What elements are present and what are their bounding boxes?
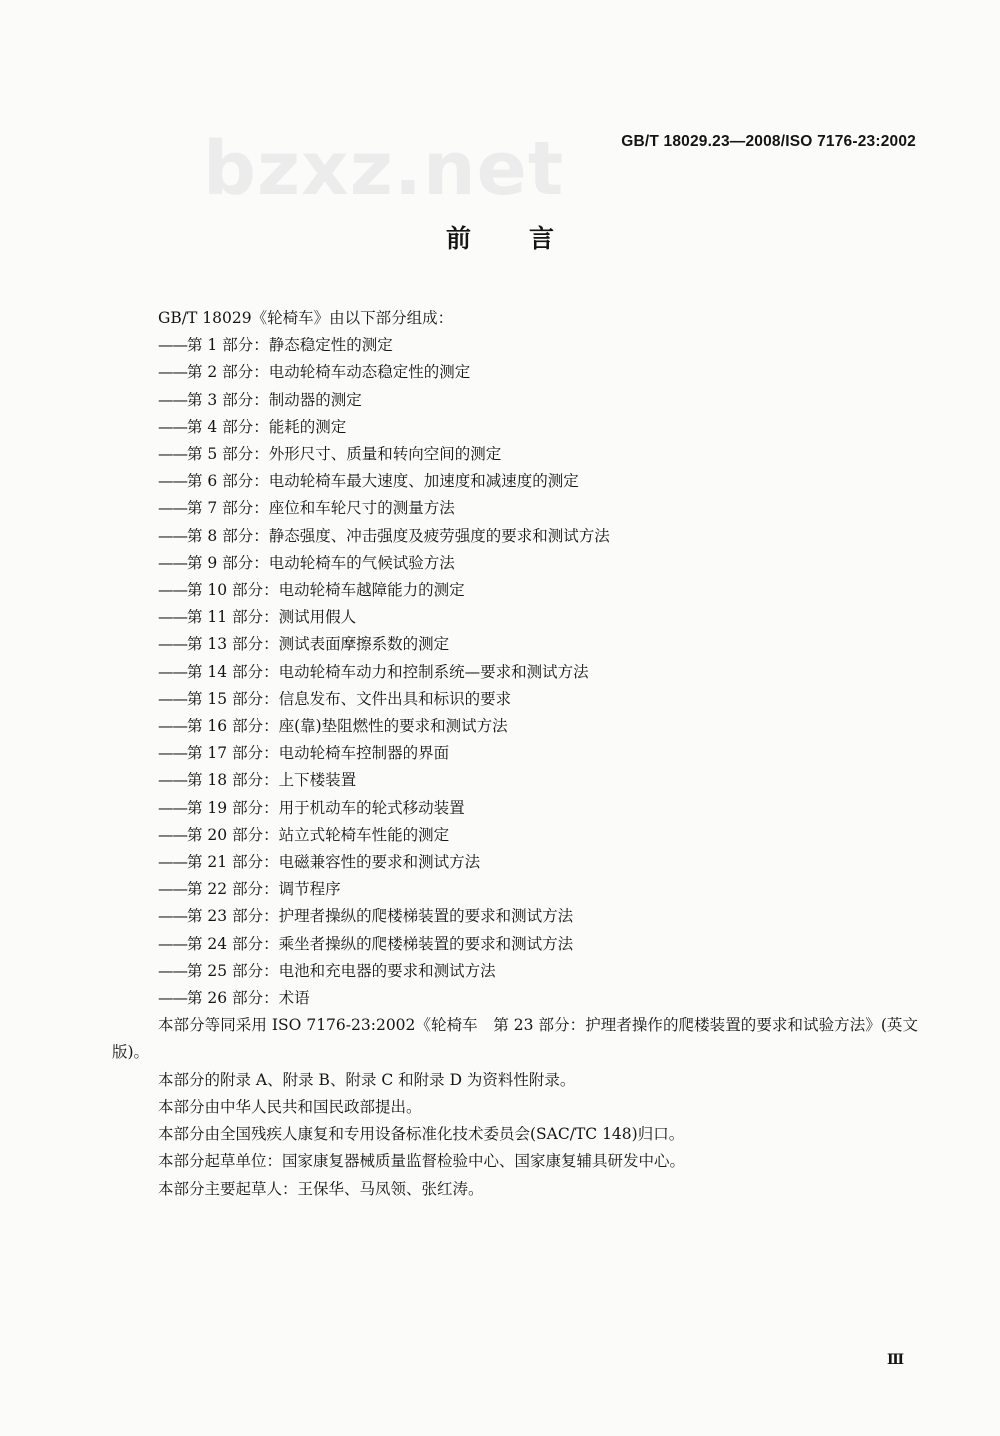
part-dash: —— bbox=[158, 934, 187, 953]
page-title: 前言 bbox=[445, 224, 612, 253]
part-dash: —— bbox=[158, 390, 187, 409]
part-label: 第 11 部分：测试用假人 bbox=[187, 608, 357, 627]
part-label: 第 26 部分：术语 bbox=[187, 989, 310, 1008]
watermark: bzxz.net bbox=[203, 126, 565, 212]
part-item bbox=[112, 468, 918, 495]
part-dash: —— bbox=[158, 336, 187, 355]
part-dash: —— bbox=[158, 363, 187, 382]
part-label: 第 10 部分：电动轮椅车越障能力的测定 bbox=[187, 581, 465, 600]
paragraph: 本部分起草单位：国家康复器械质量监督检验中心、国家康复辅具研发中心。 bbox=[158, 1152, 686, 1171]
paragraph: 本部分由全国残疾人康复和专用设备标准化技术委员会(SAC/TC 148)归口。 bbox=[158, 1125, 685, 1144]
part-item bbox=[112, 414, 918, 441]
part-label: 第 9 部分：电动轮椅车的气候试验方法 bbox=[187, 553, 455, 572]
part-dash: —— bbox=[158, 689, 187, 708]
part-dash: —— bbox=[158, 526, 187, 545]
part-label: 第 4 部分：能耗的测定 bbox=[187, 417, 347, 436]
part-dash: —— bbox=[158, 635, 187, 654]
part-label: 第 6 部分：电动轮椅车最大速度、加速度和减速度的测定 bbox=[187, 472, 579, 491]
part-item bbox=[112, 387, 918, 414]
part-label: 第 3 部分：制动器的测定 bbox=[187, 390, 362, 409]
part-item bbox=[112, 686, 918, 713]
part-dash: —— bbox=[158, 581, 187, 600]
part-dash: —— bbox=[158, 417, 187, 436]
part-label: 第 13 部分：测试表面摩擦系数的测定 bbox=[187, 635, 450, 654]
part-item bbox=[112, 740, 918, 767]
part-dash: —— bbox=[158, 880, 187, 899]
part-label: 第 23 部分：护理者操纵的爬楼梯装置的要求和测试方法 bbox=[187, 907, 574, 926]
part-label: 第 24 部分：乘坐者操纵的爬楼梯装置的要求和测试方法 bbox=[187, 934, 574, 953]
part-label: 第 18 部分：上下楼装置 bbox=[187, 771, 357, 790]
part-label: 第 21 部分：电磁兼容性的要求和测试方法 bbox=[187, 853, 481, 872]
part-item bbox=[112, 495, 918, 522]
part-dash: —— bbox=[158, 853, 187, 872]
paragraph: 本部分等同采用 ISO 7176-23:2002《轮椅车 第 23 部分：护理者操作的爬楼装置的要求和试验方法》(英文版)。 bbox=[112, 1016, 918, 1062]
part-dash: —— bbox=[158, 798, 187, 817]
paragraph: 本部分主要起草人：王保华、马凤领、张红涛。 bbox=[158, 1179, 484, 1198]
part-item bbox=[112, 631, 918, 658]
part-item bbox=[112, 849, 918, 876]
intro-text: GB/T 18029《轮椅车》由以下部分组成： bbox=[158, 309, 454, 327]
part-item bbox=[112, 550, 918, 577]
part-item bbox=[112, 604, 918, 631]
part-dash: —— bbox=[158, 472, 187, 491]
part-item bbox=[112, 577, 918, 604]
part-item bbox=[112, 659, 918, 686]
part-label: 第 15 部分：信息发布、文件出具和标识的要求 bbox=[187, 689, 512, 708]
part-item bbox=[112, 713, 918, 740]
part-item bbox=[112, 903, 918, 930]
part-label: 第 20 部分：站立式轮椅车性能的测定 bbox=[187, 825, 450, 844]
part-dash: —— bbox=[158, 662, 187, 681]
part-label: 第 19 部分：用于机动车的轮式移动装置 bbox=[187, 798, 465, 817]
part-label: 第 1 部分：静态稳定性的测定 bbox=[187, 336, 393, 355]
part-dash: —— bbox=[158, 907, 187, 926]
part-label: 第 16 部分：座(靠)垫阻燃性的要求和测试方法 bbox=[187, 717, 508, 736]
part-dash: —— bbox=[158, 961, 187, 980]
part-dash: —— bbox=[158, 771, 187, 790]
paragraph: 本部分的附录 A、附录 B、附录 C 和附录 D 为资料性附录。 bbox=[158, 1070, 576, 1089]
part-dash: —— bbox=[158, 825, 187, 844]
part-label: 第 7 部分：座位和车轮尺寸的测量方法 bbox=[187, 499, 455, 518]
parts-list bbox=[112, 332, 918, 1012]
part-item bbox=[112, 876, 918, 903]
paragraphs bbox=[112, 1012, 918, 1202]
part-dash: —— bbox=[158, 989, 187, 1008]
part-label: 第 8 部分：静态强度、冲击强度及疲劳强度的要求和测试方法 bbox=[187, 526, 610, 545]
part-label: 第 5 部分：外形尺寸、质量和转向空间的测定 bbox=[187, 445, 502, 464]
part-item bbox=[112, 359, 918, 386]
part-item bbox=[112, 523, 918, 550]
part-label: 第 22 部分：调节程序 bbox=[187, 880, 341, 899]
part-item bbox=[112, 931, 918, 958]
part-item bbox=[112, 822, 918, 849]
part-item bbox=[112, 985, 918, 1012]
part-item bbox=[112, 767, 918, 794]
part-dash: —— bbox=[158, 445, 187, 464]
part-dash: —— bbox=[158, 717, 187, 736]
body-text bbox=[112, 305, 918, 1203]
part-dash: —— bbox=[158, 744, 187, 763]
part-label: 第 2 部分：电动轮椅车动态稳定性的测定 bbox=[187, 363, 471, 382]
part-item bbox=[112, 332, 918, 359]
part-label: 第 17 部分：电动轮椅车控制器的界面 bbox=[187, 744, 450, 763]
part-label: 第 25 部分：电池和充电器的要求和测试方法 bbox=[187, 961, 496, 980]
part-item bbox=[112, 441, 918, 468]
part-dash: —— bbox=[158, 608, 187, 627]
part-dash: —— bbox=[158, 553, 187, 572]
standard-code: GB/T 18029.23—2008/ISO 7176-23:2002 bbox=[621, 133, 916, 150]
part-dash: —— bbox=[158, 499, 187, 518]
part-label: 第 14 部分：电动轮椅车动力和控制系统—要求和测试方法 bbox=[187, 662, 589, 681]
part-item bbox=[112, 958, 918, 985]
paragraph: 本部分由中华人民共和国民政部提出。 bbox=[158, 1097, 422, 1116]
part-item bbox=[112, 795, 918, 822]
page-number: Ⅲ bbox=[886, 1352, 904, 1368]
